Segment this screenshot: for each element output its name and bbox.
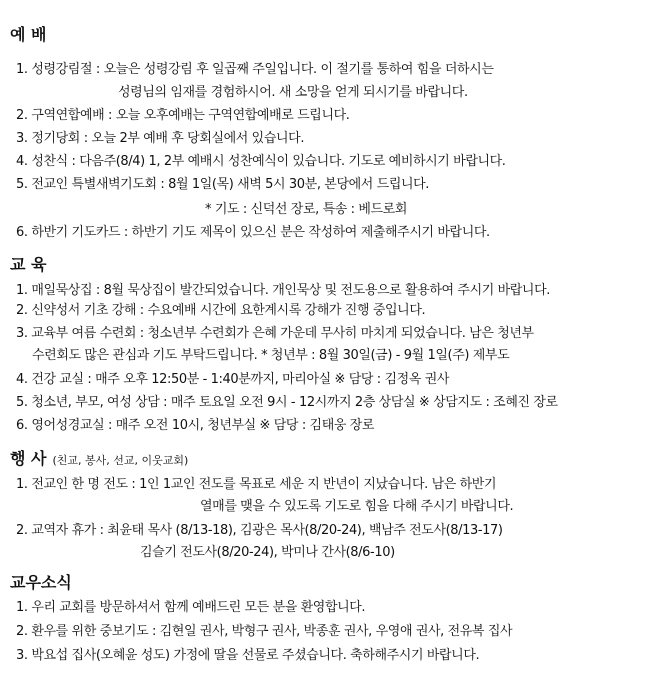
education-item-1: 1. 매일묵상집 : 8월 묵상집이 발간되었습니다. 개인묵상 및 전도용으로 활용하여 주시기 바랍니다.	[16, 283, 550, 298]
section-title-education: 교 육	[10, 255, 47, 274]
education-item-2: 2. 신약성서 기초 강해 : 수요예배 시간에 요한계시록 강해가 진행 중입니다.	[16, 303, 426, 318]
worship-item-5: 5. 전교인 특별새벽기도회 : 8월 1일(목) 새벽 5시 30분, 본당에서 드립니다.	[16, 177, 430, 192]
events-item-2: 2. 교역자 휴가 : 최윤태 목사 (8/13-18), 김광은 목사(8/20-24), 백남주 전도사(8/13-17)	[16, 523, 503, 538]
worship-item-2: 2. 구역연합예배 : 오늘 오후예배는 구역연합예배로 드립니다.	[16, 108, 350, 123]
worship-item-1: 1. 성령강림절 : 오늘은 성령강림 후 일곱째 주일입니다. 이 절기를 통하여 힘을 더하시는	[16, 62, 494, 77]
section-title-events-label: 행 사	[10, 449, 47, 468]
news-item-1: 1. 우리 교회를 방문하셔서 함께 예배드린 모든 분을 환영합니다.	[16, 600, 366, 615]
education-item-3: 3. 교육부 여름 수련회 : 청소년부 수련회가 은혜 가운데 무사히 마치게 되었습니다. 남은 청년부	[16, 326, 534, 341]
events-item-2-cont: 김슬기 전도사(8/20-24), 박미나 간사(8/6-10)	[140, 545, 395, 560]
worship-item-6: 6. 하반기 기도카드 : 하반기 기도 제목이 있으신 분은 작성하여 제출해주시기 바랍니다.	[16, 225, 490, 240]
worship-item-3: 3. 정기당회 : 오늘 2부 예배 후 당회실에서 있습니다.	[16, 131, 305, 146]
news-item-2: 2. 환우를 위한 중보기도 : 김현일 권사, 박형구 권사, 박종훈 권사, 우영애 권사, 전유복 집사	[16, 624, 513, 639]
news-item-3: 3. 박요섭 집사(오혜윤 성도) 가정에 딸을 선물로 주셨습니다. 축하해주시기 바랍니다.	[16, 648, 480, 663]
section-title-events	[10, 446, 188, 469]
education-item-3-cont: 수련회도 많은 관심과 기도 부탁드립니다. * 청년부 : 8월 30일(금) - 9월 1일(주) 제부도	[32, 348, 510, 363]
worship-item-1-cont: 성령님의 임재를 경험하시어. 새 소망을 얻게 되시기를 바랍니다.	[118, 85, 468, 100]
worship-item-5-note: * 기도 : 신덕선 장로, 특송 : 베드로회	[205, 202, 407, 217]
section-subtitle-events: (친교, 봉사, 선교, 이웃교회)	[52, 454, 189, 467]
education-item-6: 6. 영어성경교실 : 매주 오전 10시, 청년부실 ※ 담당 : 김태웅 장로	[16, 418, 375, 433]
education-item-4: 4. 건강 교실 : 매주 오후 12:50분 - 1:40분까지, 마리아실 ※ 담당 : 김정옥 권사	[16, 372, 450, 387]
events-item-1: 1. 전교인 한 명 전도 : 1인 1교인 전도를 목표로 세운 지 반년이 지났습니다. 남은 하반기	[16, 477, 497, 492]
worship-item-4: 4. 성찬식 : 다음주(8/4) 1, 2부 예배시 성찬예식이 있습니다. 기도로 예비하시기 바랍니다.	[16, 154, 506, 169]
section-title-worship: 예 배	[10, 25, 47, 44]
section-title-news: 교우소식	[10, 573, 72, 592]
education-item-5: 5. 청소년, 부모, 여성 상담 : 매주 토요일 오전 9시 - 12시까지 2층 상담실 ※ 상담지도 : 조혜진 장로	[16, 395, 558, 410]
events-item-1-cont: 열매를 맺을 수 있도록 기도로 힘을 다해 주시기 바랍니다.	[200, 499, 514, 514]
